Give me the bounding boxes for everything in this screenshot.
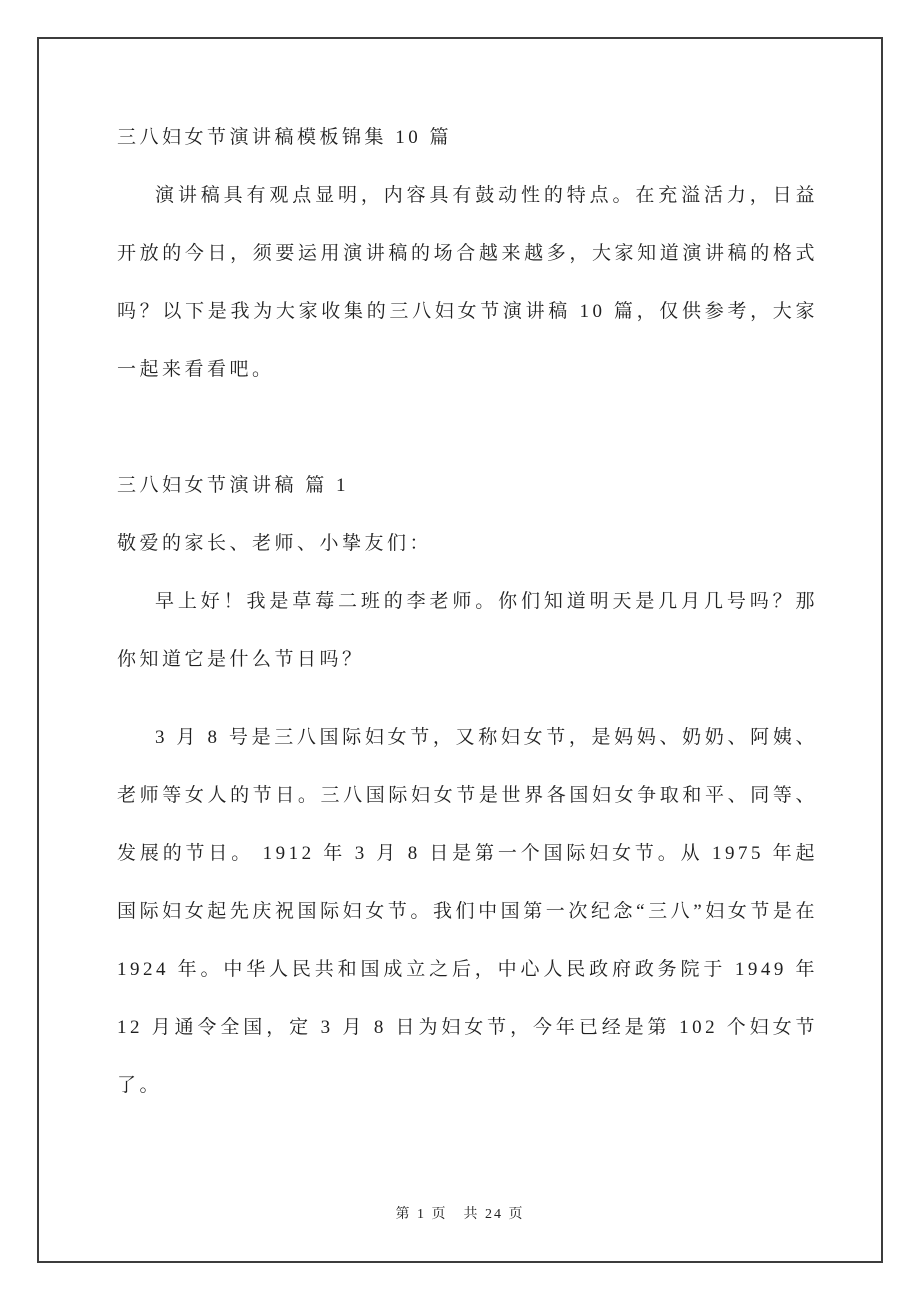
document-page xyxy=(37,37,883,1263)
salutation-line: 敬爱的家长、老师、小挚友们： xyxy=(117,533,433,554)
page-footer xyxy=(39,1205,881,1225)
section-heading: 三八妇女节演讲稿 篇 1 xyxy=(117,475,350,496)
intro-paragraph: 演讲稿具有观点显明，内容具有鼓动性的特点。在充溢活力，日益开放的今日，须要运用演讲稿的场合越来越多，大家知道演讲稿的格式吗？以下是我为大家收集的三八妇女节演讲稿 10 篇，仅供参考，大家一起来看看吧。 xyxy=(117,185,818,380)
page-number-label: 第 1 页 xyxy=(395,1207,448,1222)
body-paragraph-1: 早上好！我是草莓二班的李老师。你们知道明天是几月几号吗？那你知道它是什么节日吗？ xyxy=(117,591,818,670)
document-title: 三八妇女节演讲稿模板锦集 10 篇 xyxy=(117,127,453,148)
page-total-label: 共 24 页 xyxy=(463,1207,525,1222)
body-paragraph-2: 3 月 8 号是三八国际妇女节，又称妇女节，是妈妈、奶奶、阿姨、老师等女人的节日。三八国际妇女节是世界各国妇女争取和平、同等、发展的节日。 1912 年 3 月 8 日是第一个国际妇女节。从 1975 年起国际妇女起先庆祝国际妇女节。我们中国第一次纪念“三八”妇女节是在 1924 年。中华人民共和国成立之后，中心人民政府政务院于 1949 年 12 月通令全国，定 3 月 8 日为妇女节，今年已经是第 102 个妇女节了。 xyxy=(117,727,818,1096)
